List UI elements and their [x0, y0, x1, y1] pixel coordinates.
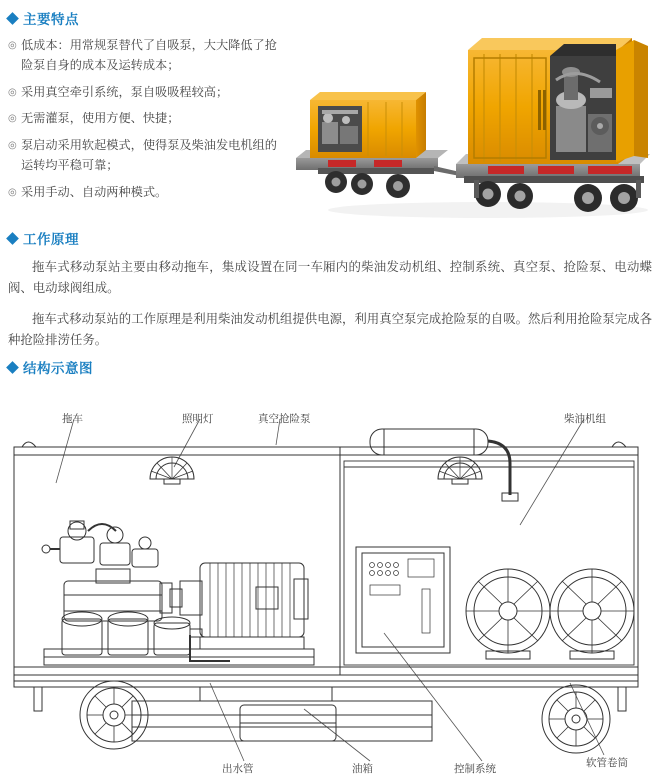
list-item [8, 109, 286, 129]
principle-paragraph: 拖车式移动泵站的工作原理是利用柴油发动机组提供电源，利用真空泵完成抢险泵的自吸。然后利用抢险泵完成各种抢险排涝任务。 [8, 311, 652, 347]
structure-heading-label: 结构示意图 [23, 361, 93, 376]
structure-heading [8, 357, 652, 377]
features-heading-label: 主要特点 [23, 12, 79, 27]
feature-text: 低成本：用常规泵替代了自吸泵，大大降低了抢险泵自身的成本及运转成本； [21, 38, 277, 72]
label-trailer: 拖车 [62, 413, 83, 425]
diamond-bullet-icon [6, 12, 19, 25]
principle-paragraph: 拖车式移动泵站主要由移动拖车，集成设置在同一车厢内的柴油发动机组、控制系统、真空泵、抢险泵、电动蝶阀、电动球阀组成。 [8, 260, 652, 296]
circle-bullet-icon: ◎ [8, 113, 17, 125]
product-photo [288, 10, 654, 226]
feature-text: 泵启动采用软起模式，使得泵及柴油发电机组的运转均平稳可靠； [21, 138, 277, 172]
label-lighting: 照明灯 [182, 413, 214, 425]
features-heading [8, 8, 286, 28]
feature-text: 采用真空牵引系统，泵自吸吸程较高； [21, 84, 229, 99]
principle-heading-label: 工作原理 [23, 232, 79, 247]
principle-section [8, 228, 652, 351]
diamond-bullet-icon [6, 361, 19, 374]
circle-bullet-icon: ◎ [8, 40, 17, 51]
circle-bullet-icon: ◎ [8, 140, 17, 152]
label-vacuum-pump: 真空抢险泵 [258, 413, 311, 425]
features-list [8, 36, 286, 202]
diamond-bullet-icon [6, 232, 19, 245]
circle-bullet-icon: ◎ [8, 186, 17, 198]
circle-bullet-icon: ◎ [8, 86, 17, 98]
label-outlet-pipe: 出水管 [222, 763, 254, 775]
structure-section [8, 357, 652, 773]
label-diesel-unit: 柴油机组 [564, 413, 606, 425]
list-item [8, 36, 286, 76]
list-item [8, 83, 286, 103]
label-fuel-tank: 油箱 [352, 763, 373, 775]
label-hose-reel: 软管卷筒 [586, 757, 628, 769]
principle-heading [8, 228, 652, 248]
list-item [8, 183, 286, 203]
feature-text: 无需灌泵，使用方便、快捷； [21, 111, 180, 126]
features-section [8, 8, 286, 209]
label-control-system: 控制系统 [454, 763, 496, 775]
structure-diagram [4, 383, 652, 773]
feature-text: 采用手动、自动两种模式。 [21, 184, 168, 199]
list-item [8, 136, 286, 176]
